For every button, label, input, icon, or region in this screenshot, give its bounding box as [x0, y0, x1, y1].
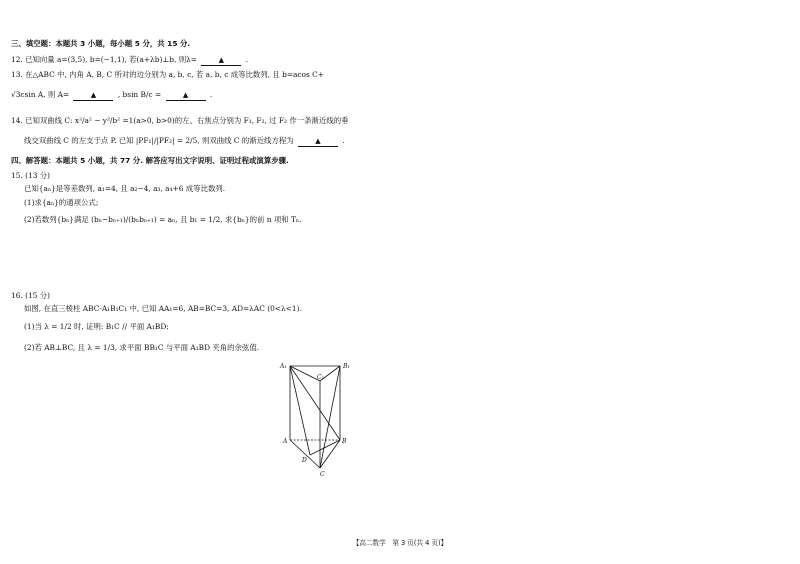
question-16-part-1: (1)当 λ = 1/2 时, 证明: B₁C // 平面 A₁BD;	[24, 322, 169, 331]
prism-figure	[278, 360, 358, 485]
triangle-icon: ▲	[218, 56, 225, 64]
question-12-text: 12. 已知向量 a=(3,5), b=(−1,1), 若(a+λb)⊥b, 则λ=	[11, 55, 197, 64]
question-15-part-2: (2)若数列{bₙ}满足 (bₙ−bₙ₊₁)/(bₙbₙ₊₁) = aₙ, 且 b₁ = 1/2, 求{bₙ}的前 n 项和 Tₙ.	[24, 215, 302, 224]
answer-blank-13b	[166, 91, 206, 101]
section-header-fill-in: 三、填空题：本题共 3 小题，每小题 5 分，共 15 分.	[11, 39, 191, 48]
label-a: A	[283, 438, 288, 445]
question-15-stem: 已知{aₙ}是等差数列, a₁=4, 且 a₂−4, a₃, a₄+6 成等比数列.	[24, 184, 226, 193]
answer-blank-13a	[73, 91, 113, 101]
segment-b1-c	[320, 366, 340, 468]
label-c: C	[320, 471, 325, 478]
label-d: D	[302, 457, 307, 464]
question-16-part-2: (2)若 AB⊥BC, 且 λ = 1/3, 求平面 BB₁C 与平面 A₁BD 夹角的余弦值.	[24, 343, 260, 352]
question-15-part-1: (1)求{aₙ}的通项公式;	[24, 198, 99, 207]
label-a1: A₁	[280, 363, 287, 370]
question-13-line-1: 13. 在△ABC 中, 内角 A, B, C 所对的边分别为 a, b, c, 若 a, b, c 成等比数列, 且 b=acos C+	[11, 70, 324, 79]
triangle-icon: ▲	[182, 91, 189, 99]
question-14-line-2: 线交双曲线 C 的左支于点 P. 已知 |PF₁|/|PF₂| = 2/5, 则双曲线 C 的渐近线方程为 ▲ .	[24, 136, 345, 145]
triangle-icon: ▲	[315, 137, 321, 145]
question-16-stem: 如图, 在直三棱柱 ABC-A₁B₁C₁ 中, 已知 AA₁=6, AB=BC=3, AD=λAC (0<λ<1).	[24, 304, 302, 313]
triangle-icon: ▲	[90, 91, 97, 99]
answer-blank-14	[298, 137, 338, 147]
label-b: B	[342, 438, 347, 445]
footer-text: 【高二数学 第 3 页(共 4 页)】	[352, 539, 448, 547]
segment-a1-d	[290, 366, 310, 455]
question-13-line-2: √3csin A, 则 A= ▲ , bsin B/c = ▲ .	[11, 90, 213, 99]
question-12: 12. 已知向量 a=(3,5), b=(−1,1), 若(a+λb)⊥b, 则λ= ▲ .	[11, 55, 249, 64]
label-c1: C₁	[317, 374, 324, 381]
question-15-header: 15. (13 分)	[11, 171, 51, 180]
edge-a1-c1	[290, 366, 320, 381]
question-16-header: 16. (15 分)	[11, 291, 51, 300]
page-footer	[0, 539, 800, 548]
section-header-solutions: 四、解答题：本题共 5 小题，共 77 分. 解答应写出文字说明、证明过程或演算步骤.	[11, 156, 289, 165]
question-14-line-1: 14. 已知双曲线 C: x²/a² − y²/b² =1(a>0, b>0)的左、右焦点分别为 F₁, F₂, 过 F₂ 作一条渐近线的垂	[11, 116, 349, 125]
label-b1: B₁	[343, 363, 350, 370]
answer-blank-12	[201, 56, 241, 66]
